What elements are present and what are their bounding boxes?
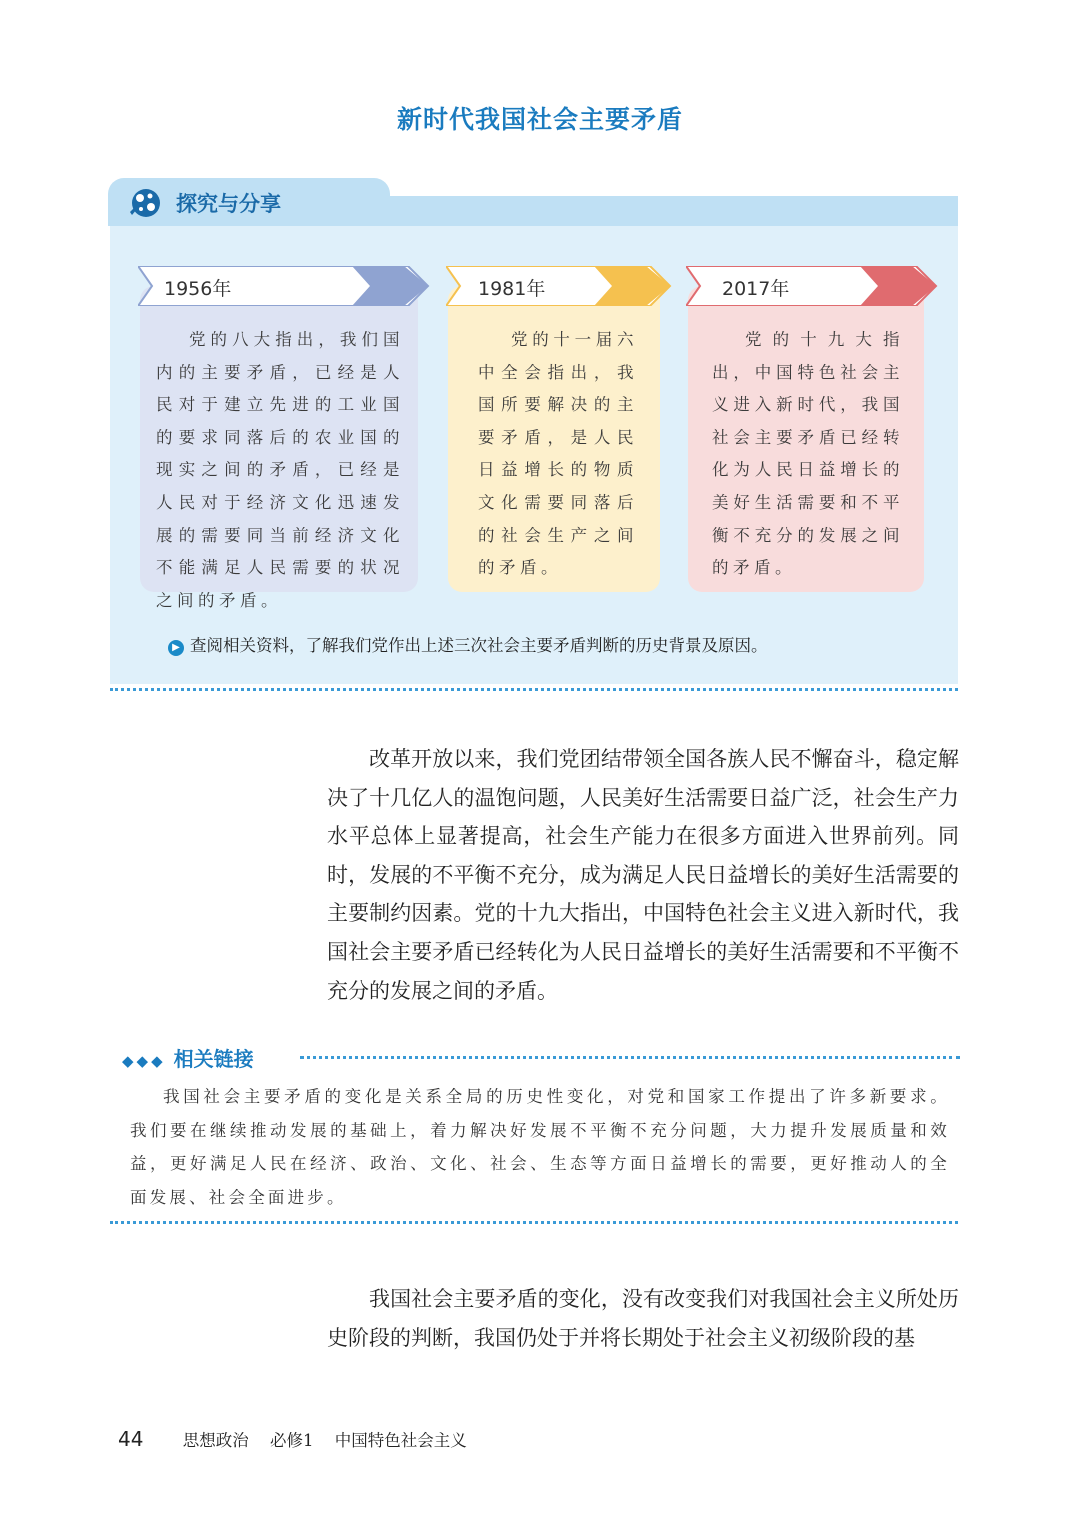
card-text: 党的八大指出，我们国内的主要矛盾，已经是人民对于建立先进的工业国的要求同落后的农业国的现实之间的矛盾，已经是人民对于经济文化迅速发展的需要同当前经济文化不能满足人民需要的状况之间的矛盾。 (156, 330, 404, 610)
diamond-icon: ◆◆◆ (122, 1052, 166, 1070)
explore-share-label: 探究与分享 (176, 192, 281, 216)
body-paragraph: 改革开放以来，我们党团结带领全国各族人民不懈奋斗，稳定解决了十几亿人的温饱问题，人民美好生活需要日益广泛，社会生产力水平总体上显著提高，社会生产能力在很多方面进入世界前列。同时，发展的不平衡不充分，成为满足人民日益增长的美好生活需要的主要制约因素。党的十九大指出，中国特色社会主义进入新时代，我国社会主要矛盾已经转化为人民日益增长的美好生活需要和不平衡不充分的发展之间的矛盾。 (327, 747, 959, 1003)
card-text: 党的十一届六中全会指出，我国所要解决的主要矛盾，是人民日益增长的物质文化需要同落后的社会生产之间的矛盾。 (478, 330, 638, 578)
footer-subject: 思想政治 (182, 1431, 249, 1450)
card-1956 (140, 266, 418, 610)
explore-icon (126, 186, 162, 220)
related-link-text: 我国社会主要矛盾的变化是关系全局的历史性变化，对党和国家工作提出了许多新要求。我们要在继续推动发展的基础上，着力解决好发展不平衡不充分问题，大力提升发展质量和效益，更好满足人民在经济、政治、文化、社会、生态等方面日益增长的需要，更好推动人的全面发展、社会全面进步。 (130, 1087, 950, 1207)
footer-volume: 必修1 (269, 1431, 314, 1450)
card-year: 1981年 (478, 278, 546, 300)
related-link-heading: ◆◆◆ 相关链接 (122, 1047, 254, 1071)
card-text: 党的十九大指出，中国特色社会主义进入新时代，我国社会主要矛盾已经转化为人民日益增长的美好生活需要和不平衡不充分的发展之间的矛盾。 (712, 330, 904, 578)
body-paragraph: 我国社会主要矛盾的变化，没有改变我们对我国社会主义所处历史阶段的判断，我国仍处于并将长期处于社会主义初级阶段的基 (327, 1287, 959, 1350)
divider-dotted (110, 688, 958, 691)
divider-dotted (110, 1221, 958, 1224)
arrow-bullet-icon: ▶ (168, 640, 184, 656)
card-year: 2017年 (722, 278, 790, 300)
card-1981 (448, 266, 660, 592)
divider-dotted (300, 1056, 960, 1059)
card-year: 1956年 (164, 278, 232, 300)
section-title: 新时代我国社会主要矛盾 (396, 105, 683, 134)
page-footer (118, 1427, 467, 1451)
footer-book: 中国特色社会主义 (334, 1431, 467, 1450)
page-number: 44 (118, 1427, 144, 1451)
explore-task: ▶ 查阅相关资料，了解我们党作出上述三次社会主要矛盾判断的历史背景及原因。 (168, 632, 768, 656)
card-2017 (688, 266, 924, 592)
